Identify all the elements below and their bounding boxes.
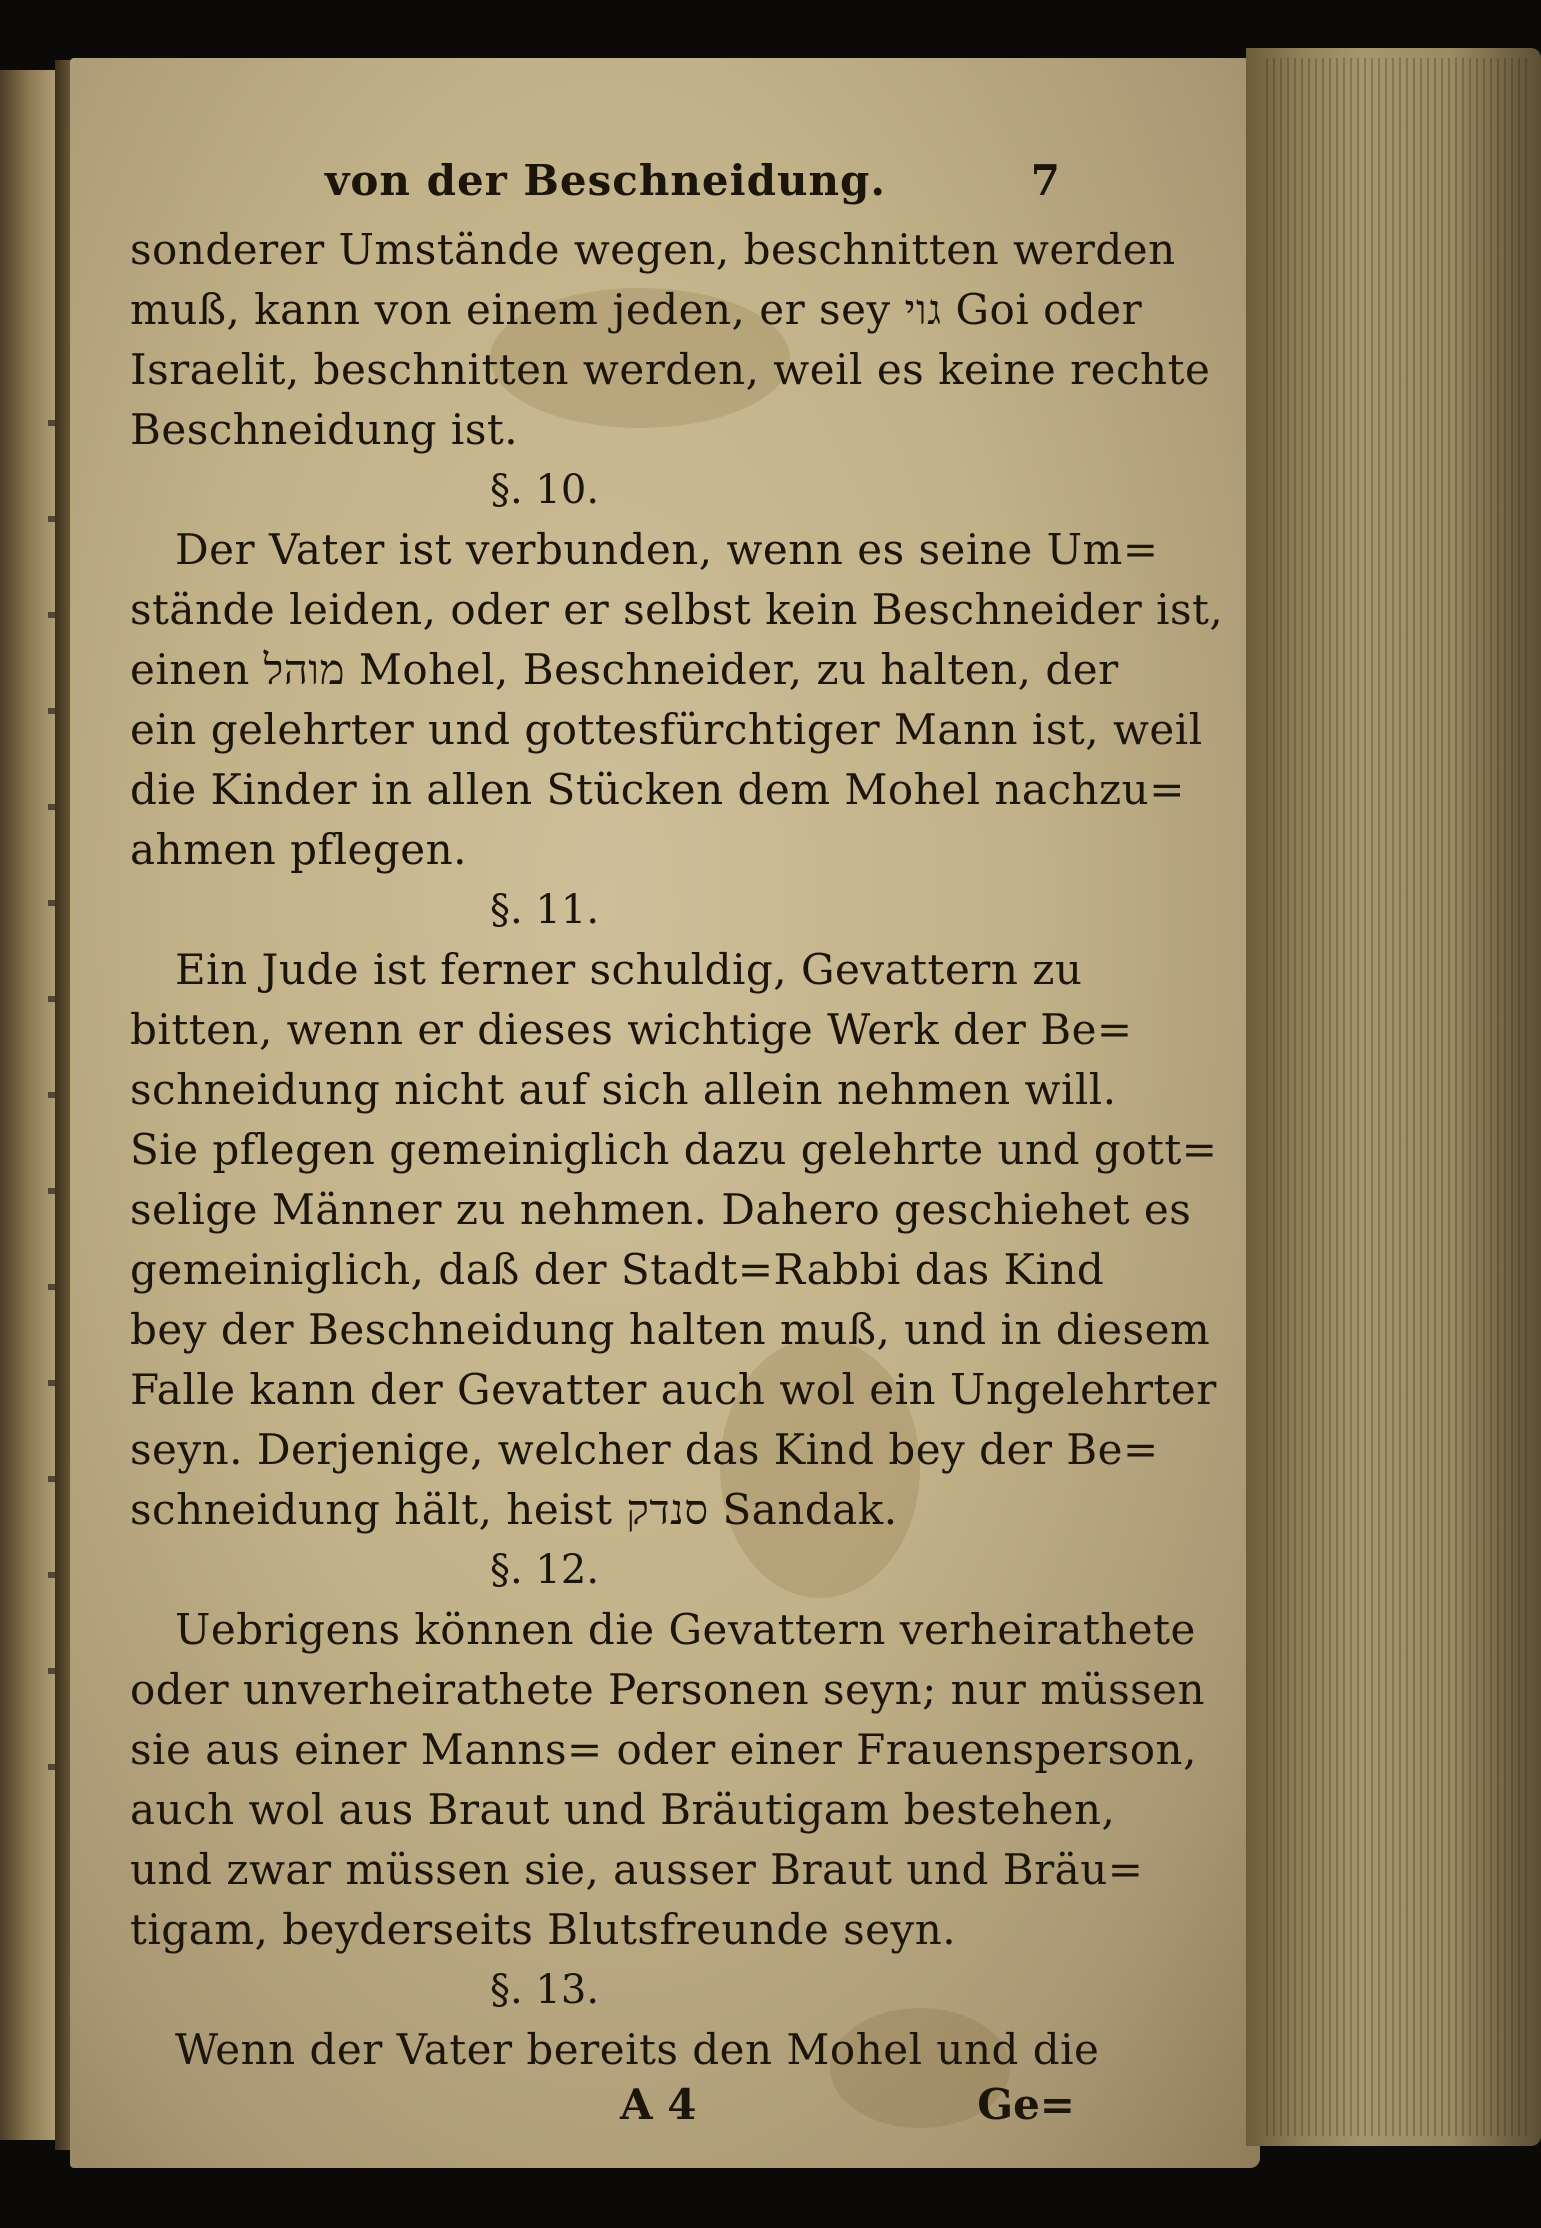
page-footer — [130, 2080, 1080, 2140]
text-line: Wenn der Vater bereits den Mohel und die — [175, 2025, 1100, 2074]
page-number: 7 — [1030, 156, 1060, 205]
section-13 — [130, 1960, 1100, 2080]
text-line: schneidung hält, heist סנדק Sandak. — [130, 1485, 898, 1534]
page-header — [130, 150, 1080, 220]
text-line: Israelit, beschnitten werden, weil es keine rechte — [130, 345, 1211, 394]
section-number: §. 13. — [490, 1967, 600, 2013]
text-line: stände leiden, oder er selbst kein Beschneider ist, — [130, 585, 1224, 634]
text-line: auch wol aus Braut und Bräutigam bestehen, — [130, 1785, 1116, 1834]
text-line: bitten, wenn er dieses wichtige Werk der Be= — [130, 1005, 1133, 1054]
text-line: seyn. Derjenige, welcher das Kind bey der Be= — [130, 1425, 1159, 1474]
text-block — [130, 150, 1224, 2140]
section-number: §. 12. — [490, 1547, 600, 1593]
text-line: muß, kann von einem jeden, er sey גוי Goi oder — [130, 285, 1143, 334]
section-number: §. 11. — [490, 887, 600, 933]
text-line: ein gelehrter und gottesfürchtiger Mann ist, weil — [130, 705, 1203, 754]
section-12 — [130, 1540, 1206, 1960]
text-line: Beschneidung ist. — [130, 405, 519, 454]
text-line: Uebrigens können die Gevattern verheirathete — [175, 1605, 1196, 1654]
section-number: §. 10. — [490, 467, 600, 513]
text-line: selige Männer zu nehmen. Dahero geschiehet es — [130, 1185, 1192, 1234]
text-line: Sie pflegen gemeiniglich dazu gelehrte und gott= — [130, 1125, 1218, 1174]
signature-mark: A 4 — [620, 2080, 697, 2129]
running-title: von der Beschneidung. — [325, 156, 887, 205]
text-line: sie aus einer Manns= oder einer Frauensperson, — [130, 1725, 1197, 1774]
text-line: schneidung nicht auf sich allein nehmen will. — [130, 1065, 1117, 1114]
text-line: und zwar müssen sie, ausser Braut und Bräu= — [130, 1845, 1144, 1894]
text-line: sonderer Umstände wegen, beschnitten werden — [130, 225, 1176, 274]
section-11 — [130, 880, 1218, 1540]
text-line: oder unverheirathete Personen seyn; nur müssen — [130, 1665, 1206, 1714]
continued-paragraph — [130, 220, 1211, 460]
text-line: gemeiniglich, daß der Stadt=Rabbi das Kind — [130, 1245, 1105, 1294]
text-line: die Kinder in allen Stücken dem Mohel nachzu= — [130, 765, 1185, 814]
page-block-edge — [1246, 48, 1541, 2146]
text-line: tigam, beyderseits Blutsfreunde seyn. — [130, 1905, 957, 1954]
text-line: einen מוהל Mohel, Beschneider, zu halten, der — [130, 645, 1119, 694]
text-line: Falle kann der Gevatter auch wol ein Ungelehrter — [130, 1365, 1217, 1414]
text-line: Der Vater ist verbunden, wenn es seine Um= — [175, 525, 1159, 574]
catchword: Ge= — [977, 2080, 1075, 2129]
section-10 — [130, 460, 1224, 880]
left-page-edge — [0, 70, 62, 2140]
page-block-lines — [1266, 58, 1531, 2136]
text-line: bey der Beschneidung halten muß, und in diesem — [130, 1305, 1211, 1354]
text-line: ahmen pflegen. — [130, 825, 468, 874]
text-line: Ein Jude ist ferner schuldig, Gevattern zu — [175, 945, 1083, 994]
